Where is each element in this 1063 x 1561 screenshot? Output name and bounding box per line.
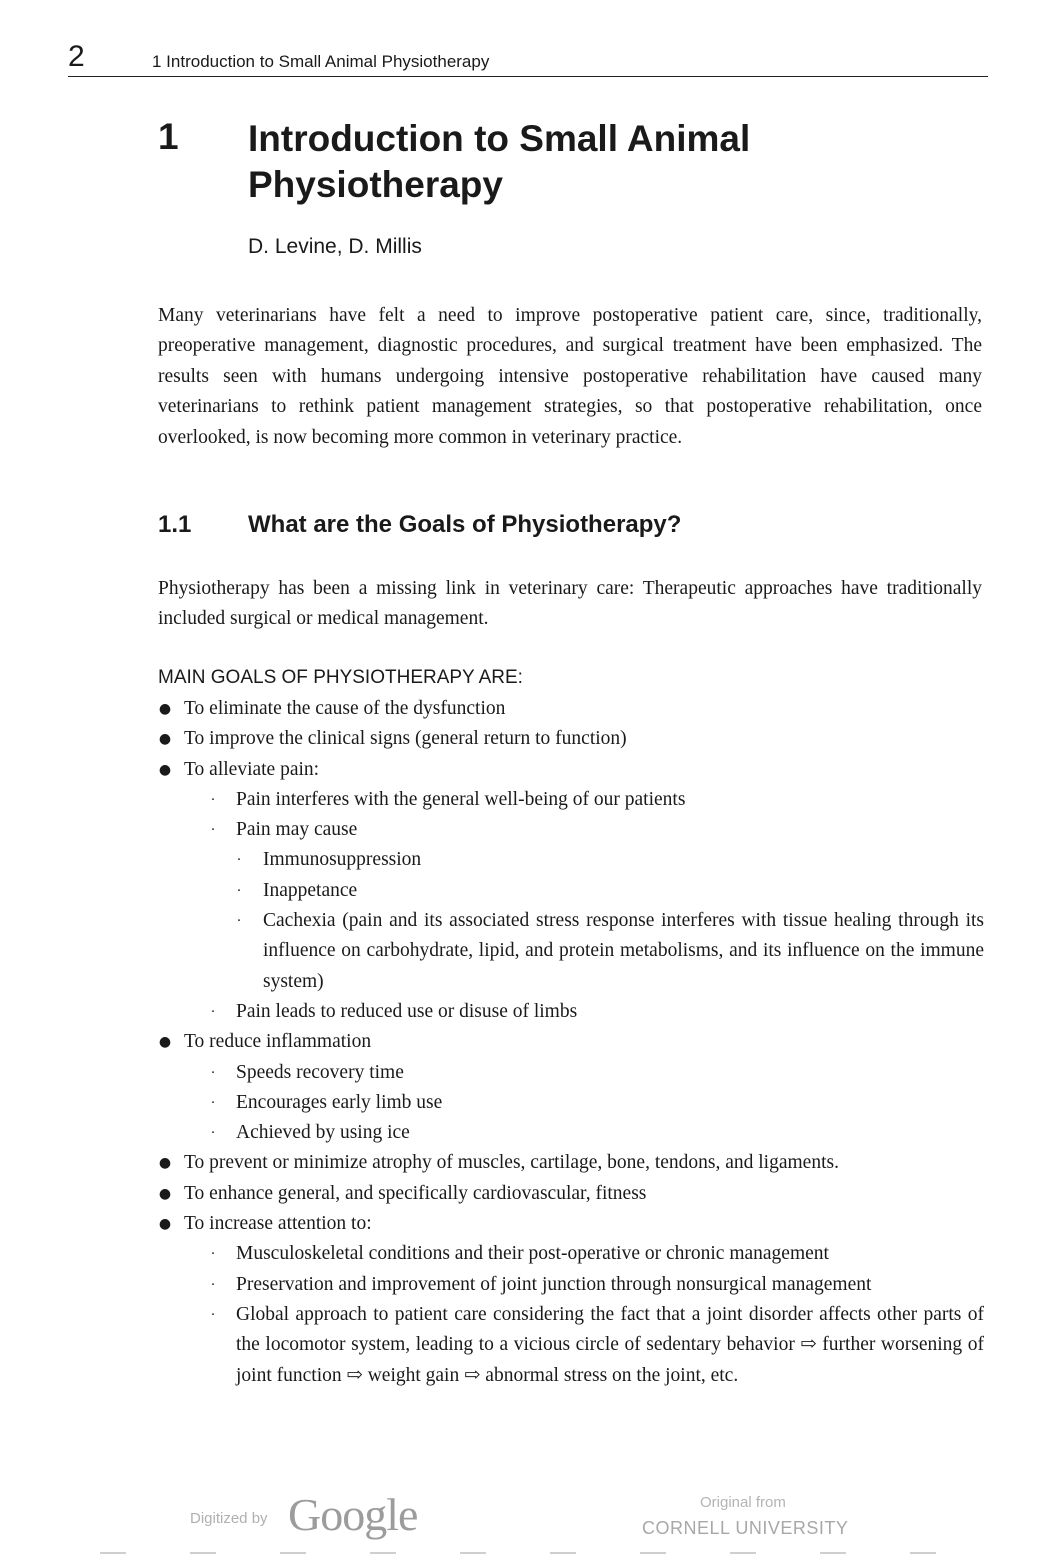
list-item-text: Cachexia (pain and its associated stress response interferes with tissue healing through its influence on carbohydrate, lipid, and protein metabolisms, and its influence on the immune system) xyxy=(263,910,984,992)
chapter-authors: D. Levine, D. Millis xyxy=(248,235,422,258)
list-item-text: Pain leads to reduced use or disuse of limbs xyxy=(236,1000,578,1022)
dot-icon: · xyxy=(236,913,242,930)
list-item xyxy=(158,1239,984,1269)
list-item xyxy=(158,1027,984,1057)
dot-icon: · xyxy=(210,1003,216,1020)
list-item xyxy=(158,906,984,997)
section-title: What are the Goals of Physiotherapy? xyxy=(248,511,682,538)
list-item-text: Encourages early limb use xyxy=(236,1091,443,1113)
dot-icon: · xyxy=(210,1125,216,1142)
list-item-text: To alleviate pain: xyxy=(184,758,320,780)
page-number: 2 xyxy=(68,40,85,73)
original-from-label: Original from xyxy=(700,1494,786,1511)
dot-icon: · xyxy=(210,822,216,839)
bullet-icon: ● xyxy=(158,701,172,717)
list-item xyxy=(158,997,984,1027)
goals-heading: MAIN GOALS OF PHYSIOTHERAPY ARE: xyxy=(158,667,523,688)
list-item xyxy=(158,1179,984,1209)
list-item-text: Pain may cause xyxy=(236,819,358,841)
running-title: 1 Introduction to Small Animal Physiotherapy xyxy=(152,52,490,71)
list-item-text: To eliminate the cause of the dysfunction xyxy=(184,698,506,719)
bullet-icon: ● xyxy=(158,761,172,778)
dot-icon: · xyxy=(210,1276,216,1293)
list-item xyxy=(158,1088,984,1118)
list-item-text: Preservation and improvement of joint junction through nonsurgical management xyxy=(236,1273,872,1295)
list-item-text: To improve the clinical signs (general return to function) xyxy=(184,728,627,750)
source-institution: CORNELL UNIVERSITY xyxy=(642,1518,849,1538)
goals-list xyxy=(158,694,984,1391)
section-number: 1.1 xyxy=(158,511,192,538)
bullet-icon: ● xyxy=(158,1034,172,1051)
dot-icon: · xyxy=(210,1306,216,1323)
list-item xyxy=(158,845,984,875)
dot-icon: · xyxy=(210,1094,216,1111)
list-item-text: To prevent or minimize atrophy of muscles, cartilage, bone, tendons, and ligaments. xyxy=(184,1152,839,1174)
list-item xyxy=(158,1058,984,1088)
list-item xyxy=(158,1118,984,1148)
list-item xyxy=(158,694,984,724)
list-item-text: To increase attention to: xyxy=(184,1213,372,1235)
bullet-icon: ● xyxy=(158,1155,172,1172)
list-item xyxy=(158,876,984,906)
list-item-text: Immunosuppression xyxy=(263,849,422,871)
list-item xyxy=(158,815,984,845)
list-item-text: To enhance general, and specifically cardiovascular, fitness xyxy=(184,1182,647,1204)
list-item xyxy=(158,1300,984,1391)
dot-icon: · xyxy=(236,852,242,869)
list-item-text: Pain interferes with the general well-being of our patients xyxy=(236,788,686,810)
dot-icon: · xyxy=(210,1246,216,1263)
list-item-text: To reduce inflammation xyxy=(184,1031,372,1053)
digitized-by-label: Digitized by xyxy=(190,1510,268,1527)
intro-paragraph: Many veterinarians have felt a need to improve postoperative patient care, since, traditionally, preoperative management, diagnostic procedures, and surgical treatment have been emphasized. The results seen with humans undergoing intensive postoperative rehabilitation have caused many veterinarians to rethink patient management strategies, so that postoperative rehabilitation, once overlooked, is now becoming more common in veterinary practice. xyxy=(158,305,982,448)
chapter-title: Introduction to Small Animal Physiotherapy xyxy=(248,118,751,205)
dot-icon: · xyxy=(210,791,216,808)
list-item-text: Achieved by using ice xyxy=(236,1122,410,1144)
chapter-number: 1 xyxy=(158,116,179,157)
bullet-icon: ● xyxy=(158,1185,172,1202)
list-item xyxy=(158,785,984,815)
list-item-text: Inappetance xyxy=(263,879,358,901)
list-item-text: Musculoskeletal conditions and their post-operative or chronic management xyxy=(236,1243,829,1265)
list-item xyxy=(158,1209,984,1239)
bullet-icon: ● xyxy=(158,731,172,748)
section-paragraph: Physiotherapy has been a missing link in veterinary care: Therapeutic approaches have traditionally included surgical or medical management. xyxy=(158,578,982,630)
scan-edge-divider xyxy=(100,1552,980,1554)
bullet-icon: ● xyxy=(158,1216,172,1233)
list-item xyxy=(158,1270,984,1300)
dot-icon: · xyxy=(210,1064,216,1081)
list-item xyxy=(158,1148,984,1178)
list-item xyxy=(158,724,984,754)
list-item xyxy=(158,755,984,785)
google-logo: Google xyxy=(288,1489,418,1540)
dot-icon: · xyxy=(236,882,242,899)
list-item-text: Speeds recovery time xyxy=(236,1061,404,1083)
list-item-text: Global approach to patient care considering the fact that a joint disorder affects other parts of the locomotor system, leading to a vicious circle of sedentary behavior ⇨ further worsening of joint function ⇨ weight gain ⇨ abnormal stress on the joint, etc. xyxy=(236,1303,984,1386)
running-header xyxy=(68,40,988,77)
